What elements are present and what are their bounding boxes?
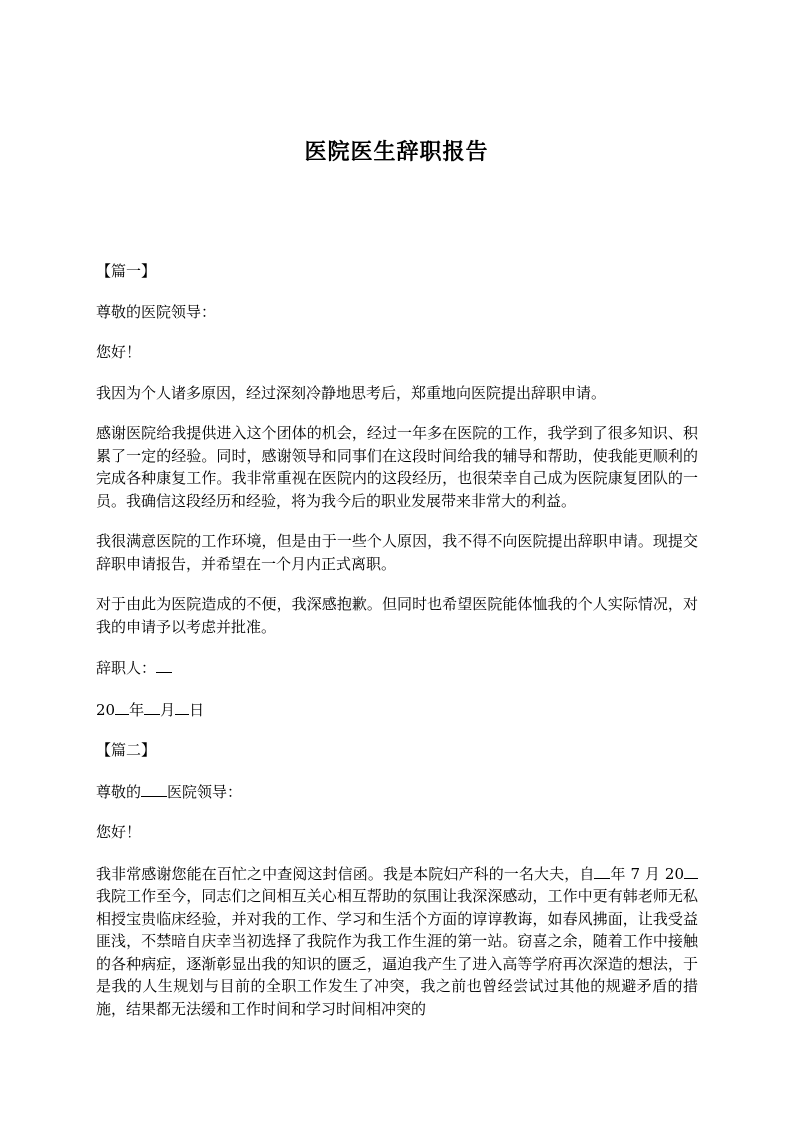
date-prefix: 20 (96, 700, 116, 719)
salutation-before: 尊敬的 (96, 782, 142, 801)
signer-label: 辞职人： (96, 659, 157, 677)
hospital-name-blank (141, 780, 167, 797)
section1-paragraph-2: 感谢医院给我提供进入这个团体的机会，经过一年多在医院的工作，我学到了很多知识、积累了一定的经验。同时，感谢领导和同事们在这段时间给我的辅导和帮助，使我能更顺利的完成各种康复工作。我非常重视在医院内的这段经历，也很荣幸自己成为医院康复团队的一员。我确信这段经历和经验，将为我今后的职业发展带来非常大的利益。 (96, 424, 698, 510)
body-part-3: 我院工作至今，同志们之间相互关心相互帮助的氛围让我深深感动，工作中更有韩老师无私相授宝贵临床经验，并对我的工作、学习和生活个方面的谆谆教诲，如春风拂面，让我受益匪浅，不禁暗自庆幸当初选择了我院作为我工作生涯的第一站。窃喜之余，随着工作中接触的各种病症，逐渐彰显出我的知识的匮乏，逼迫我产生了进入高等学府再次深造的想法，于是我的人生规划与目前的全职工作发生了冲突，我之前也曾经尝试过其他的规避矛盾的措施，结果都无法缓和工作时间和学习时间相冲突的 (96, 887, 698, 1018)
start-day-blank (684, 862, 698, 879)
year-blank (115, 698, 129, 715)
body-part-2: 年 7 月 20 (610, 864, 684, 883)
date-day-label: 日 (189, 700, 205, 719)
document-body (96, 260, 698, 1038)
date-year-label: 年 (129, 700, 145, 719)
section2-heading: 【篇二】 (96, 741, 157, 759)
section2-salutation (96, 780, 698, 804)
section1-greeting: 您好！ (96, 343, 142, 361)
date-month-label: 月 (160, 700, 176, 719)
salutation-after: 医院领导： (167, 782, 243, 801)
section2-greeting: 您好！ (96, 823, 142, 841)
section1-paragraph-1: 我因为个人诸多原因，经过深刻冷静地思考后，郑重地向医院提出辞职申请。 (96, 383, 607, 402)
section1-salutation: 尊敬的医院领导： (96, 302, 217, 321)
section2-paragraph-1 (96, 862, 698, 1021)
month-blank (144, 698, 160, 715)
section1-heading: 【篇一】 (96, 262, 157, 280)
signer-blank (156, 656, 172, 673)
section1-signer (96, 656, 698, 680)
document-title: 医院医生辞职报告 (304, 139, 489, 165)
section1-date (96, 698, 698, 722)
section1-paragraph-4: 对于由此为医院造成的不便，我深感抱歉。但同时也希望医院能体恤我的个人实际情况，对我的申请予以考虑并批准。 (96, 595, 698, 636)
body-part-1: 我非常感谢您能在百忙之中查阅这封信函。我是本院妇产科的一名大夫，自 (96, 864, 595, 883)
section1-paragraph-3: 我很满意医院的工作环境，但是由于一些个人原因，我不得不向医院提出辞职申请。现提交辞职申请报告，并希望在一个月内正式离职。 (96, 532, 698, 573)
day-blank (175, 698, 189, 715)
start-year-blank (594, 862, 610, 879)
